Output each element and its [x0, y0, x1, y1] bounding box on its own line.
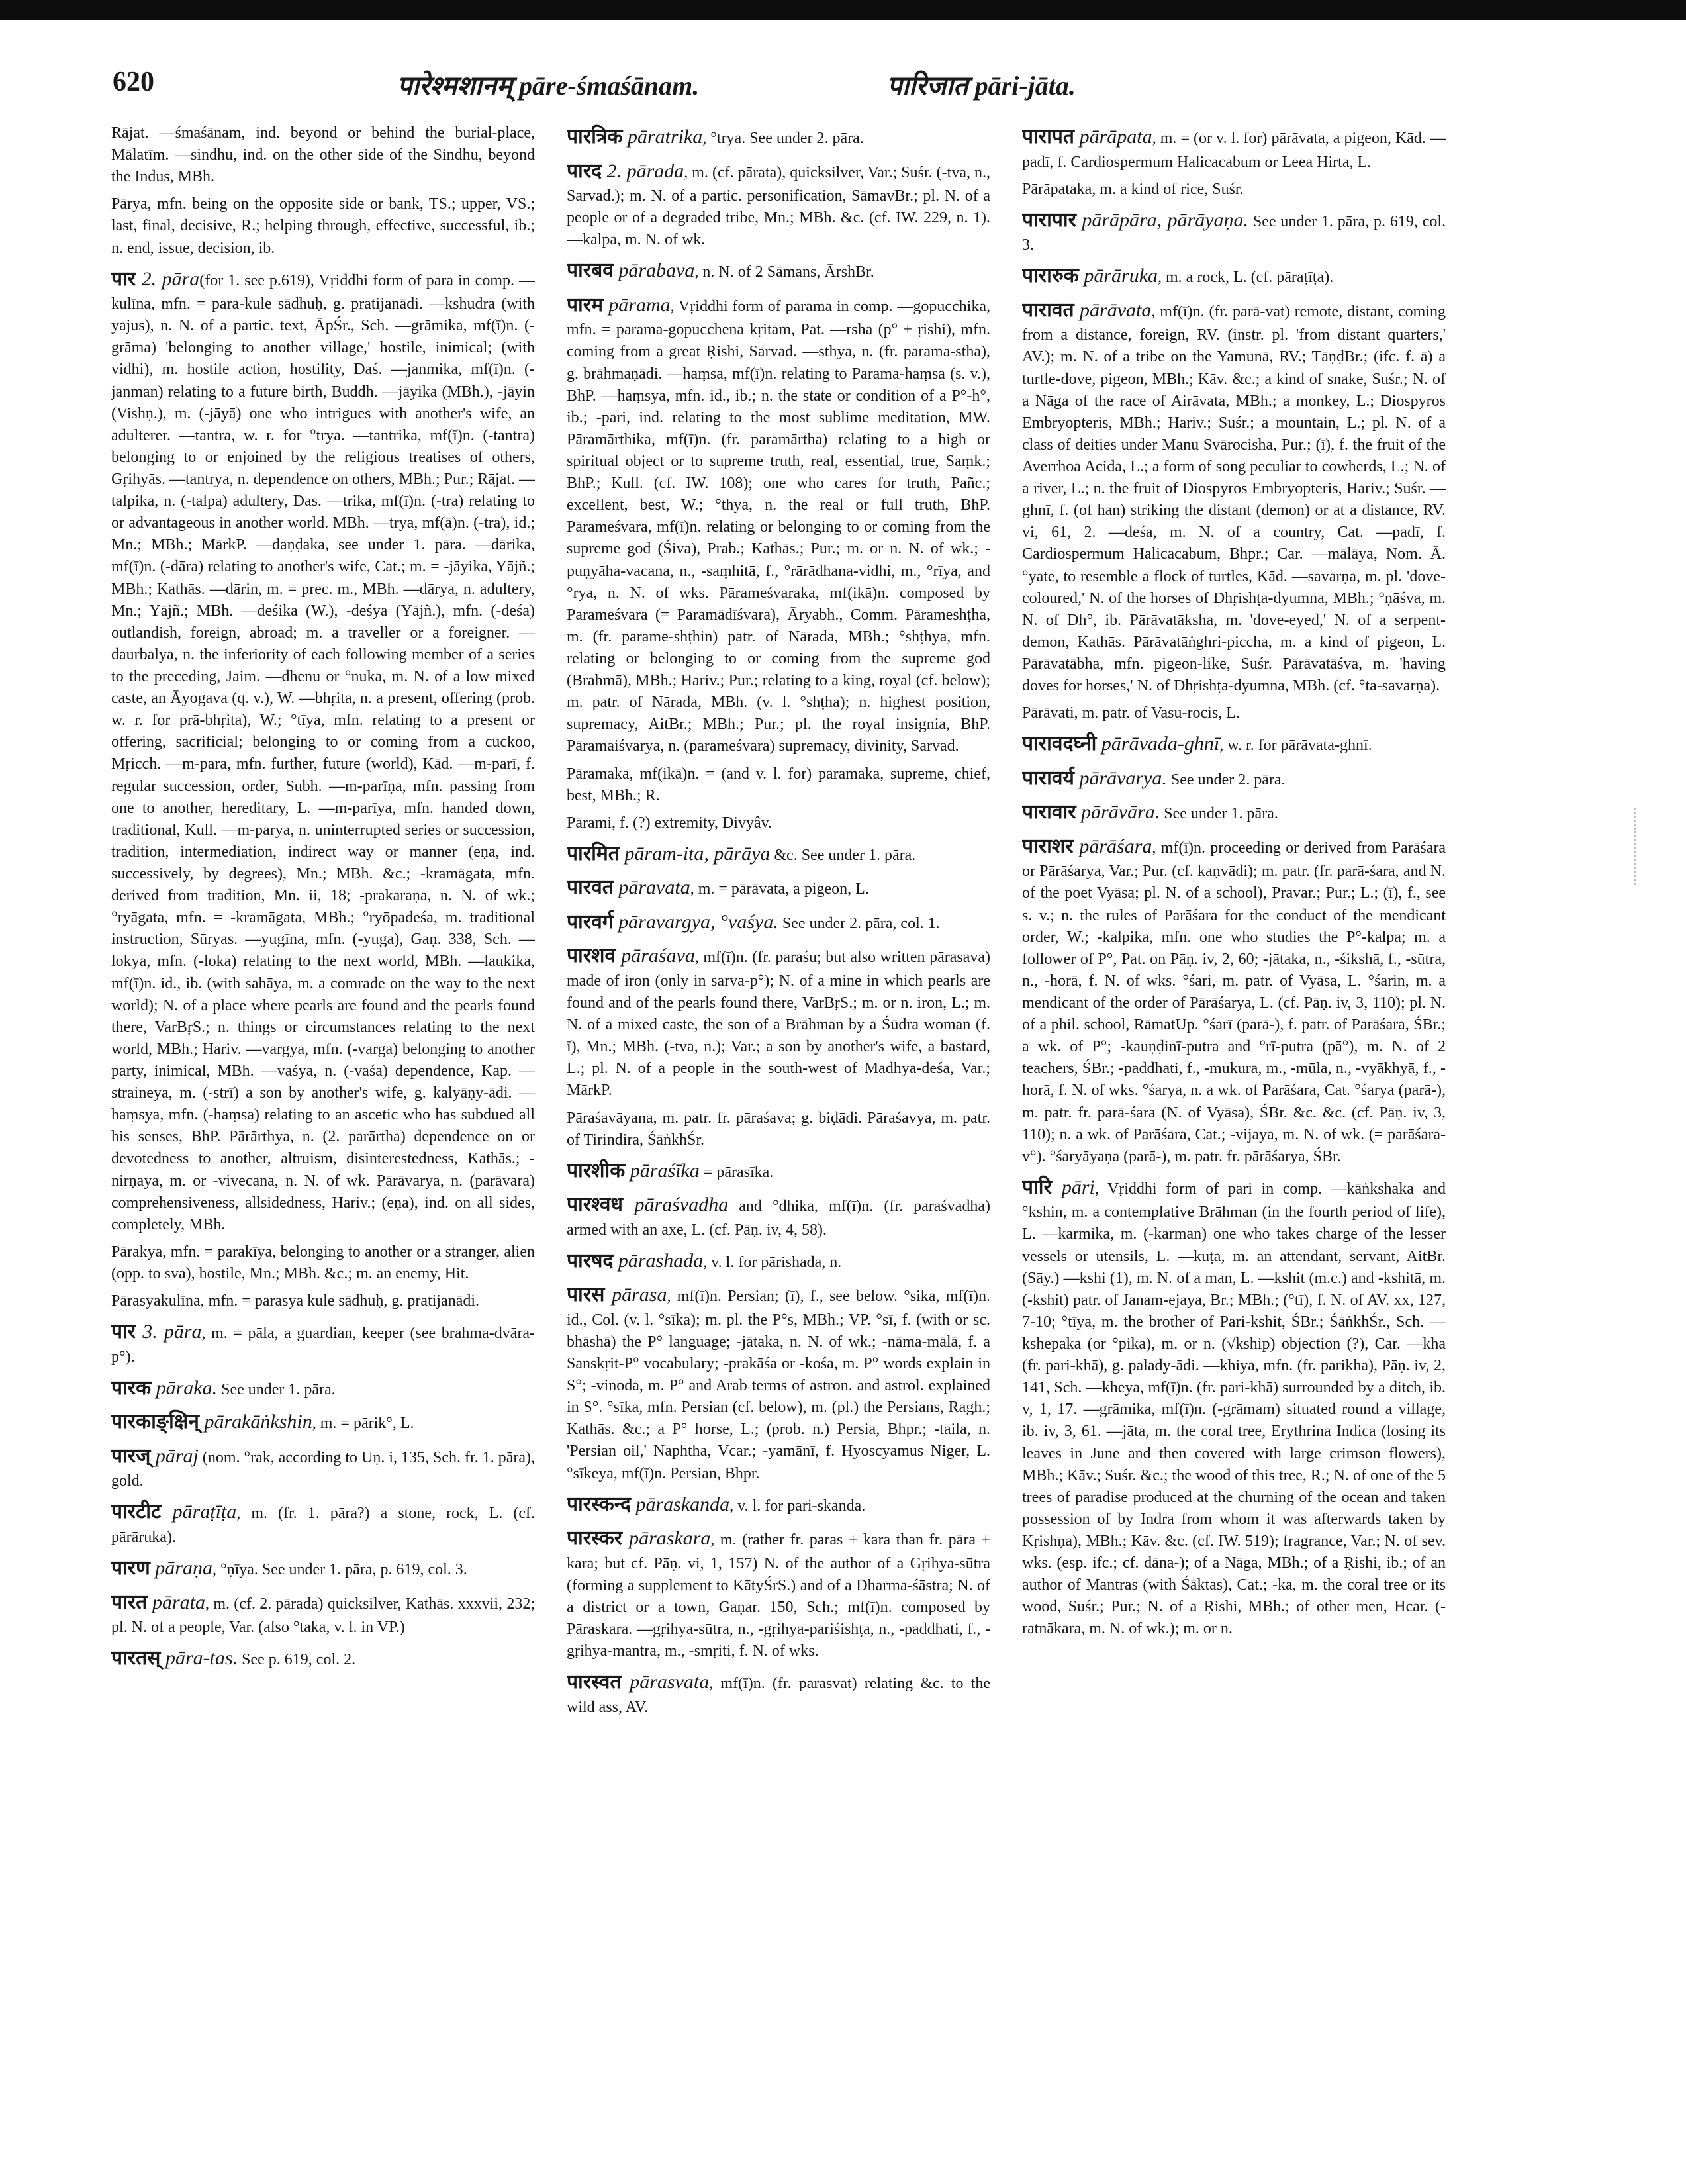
entry-text: Pārāpataka, m. a kind of rice, Suśr. [1022, 180, 1244, 198]
headword [567, 1494, 729, 1515]
dictionary-entry [111, 1644, 535, 1673]
headword [111, 1647, 238, 1669]
dictionary-entry [111, 1407, 535, 1437]
column-3 [1022, 122, 1446, 2161]
dictionary-entry [1022, 764, 1446, 793]
headword [111, 1377, 217, 1399]
headword [567, 1250, 703, 1272]
dictionary-entry [1022, 798, 1446, 827]
headword-transliteration: pāravargya, °vaśya. [618, 910, 778, 933]
entry-definition: , m. = (or v. l. for) pārāvata, a pigeon, Kād. —padī, f. Cardiospermum Halicacabum or Leea Hirta, L. [1022, 130, 1446, 171]
headword [567, 843, 770, 865]
headword [567, 1284, 667, 1306]
headword-devanagari: पाराशर [1022, 834, 1074, 858]
headword [111, 1501, 236, 1523]
entry-text: Pāraśavāyana, m. patr. fr. pāraśava; g. biḍādi. Pāraśavya, m. patr. of Tirindira, ŚāṅkhŚr. [567, 1109, 990, 1149]
entry-definition: , mf(ī)n. Persian; (ī), f., see below. °sika, mf(ī)n. id., Col. (v. l. °sīka); m. pl. the P°s, MBh.; VP. °sī, f. (with or sc. bhāshā) the P° language; -jātaka, n. N. of wk.; -nāma-mālā, f. a Sanskṛit-P° vocabulary; -prakāśa or -kośa, m. P° words explain in S°; -vinoda, m. P° and Arab terms of astron. and astrol. explained in S°. °sīka, mfn. Persian (cf. below), m. (pl.) the Persians, Ragh.; Kathās. &c.; a P° horse, L.; (prob. n.) Persia, Bhpr.; -taila, n. 'Persian oil,' Naphtha, Vcar.; -yamānī, f. Hyoscyamus Niger, L. °sīkeya, mf(ī)n. Persian, Bhpr. [567, 1288, 990, 1482]
entry-text: Pārakya, mfn. = parakīya, belonging to another or a stranger, alien (opp. to sva), hostile, Mn.; MBh. &c.; m. an enemy, Hit. [111, 1243, 535, 1282]
headword [1022, 126, 1152, 148]
left-running-head [397, 66, 699, 103]
dictionary-entry [567, 122, 990, 152]
dictionary-entry [567, 1280, 990, 1484]
headword [111, 1591, 205, 1613]
entry-definition: = pārasīka. [699, 1163, 774, 1181]
headword [567, 260, 694, 281]
headword-devanagari: पारावत [1022, 298, 1074, 322]
entry-definition: , mf(ī)n. (fr. paraśu; but also written pārasava) made of iron (only in sarva-p°); N. of a mine in which pearls are found and of the pearls found there, VarBṛS.; m. or n. iron, L.; m. N. of a mixed caste, the son of a Brāhman by a Śūdra woman (f. ī), Mn.; MBh. (-tva, n.); Var.; a son by another's wife, a bastard, L.; pl. N. of a people in the south-west of Madhya-deśa, Var.; MārkP. [567, 949, 990, 1100]
headword-devanagari: पारम [567, 293, 604, 316]
headword [1022, 1176, 1095, 1198]
left-head-devanagari: पारेश्मशानम् [397, 71, 513, 101]
headword-devanagari: पारशीक [567, 1159, 626, 1182]
headword-devanagari: पारषद [567, 1249, 614, 1272]
headword-transliteration: pārashada [618, 1249, 704, 1272]
entry-definition: , m. (cf. 2. pārada) quicksilver, Kathās. xxxvii, 232; pl. N. of a people, Var. (also °taka, v. l. in VP.) [111, 1595, 535, 1637]
page-header [113, 66, 1635, 119]
entry-definition: and °dhika, mf(ī)n. (fr. paraśvadha) armed with an axe, L. (cf. Pāṇ. iv, 4, 58). [567, 1198, 990, 1239]
headword-devanagari: पारत [111, 1590, 148, 1614]
headword-transliteration: pārakāṅkshin [204, 1411, 312, 1433]
right-head-devanagari: पारिजात [887, 71, 968, 101]
dictionary-entry [111, 265, 535, 1236]
dictionary-entry [1022, 122, 1446, 173]
entry-text: Pārasyakulīna, mfn. = parasya kule sādhuḥ, g. pratijanādi. [111, 1292, 480, 1310]
headword-transliteration: pārasvata [630, 1671, 710, 1693]
headword-transliteration: pāri [1061, 1176, 1095, 1198]
headword-transliteration: pārāruka [1084, 265, 1158, 287]
headword-devanagari: पारश्वध [567, 1193, 623, 1217]
headword [1022, 299, 1151, 321]
headword [111, 1557, 212, 1579]
entry-definition: See under 2. pāra, col. 1. [778, 914, 940, 932]
dictionary-entry [567, 1490, 990, 1519]
headword [1022, 835, 1152, 857]
headword [1022, 209, 1248, 231]
entry-definition: , mf(ī)n. proceeding or derived from Parāśara or Pārāśarya, Var.; Pur. (cf. kaṇvādi); m. patr. (fr. parā-śara, and N. of the poet Vyāsa; pl. N. of a school), Pravar.; Pur.; L.; (ī), f., see s. v.; n. the rules of Parāśara for the conduct of the mendicant order, W.; -kalpika, mfn. one who studies the P°-kalpa; m. a follower of P°, Pat. on Pāṇ. iv, 2, 60; -jātaka, n., -śikshā, f., -sūtra, n., -horā, f. N. of wks. °śari, m. patr. of Vyāsa, L. °śarin, m. a mendicant of the order of Pārāśarya, L. (cf. Pāṇ. iv, 3, 110); pl. N. of a phil. school, RāmatUp. °śarī (parā-), f. patr. of Parāśara, ŚBr.; a wk. of P°; -kauṇḍinī-putra and °rī-putra (pā°), m. N. of 2 teachers, ŚBr.; -paddhati, f., -mukura, m., -mūla, n., -vyākhyā, f., -horā, f. N. of wks. °śarya, n. a wk. of Parāśara, Cat. °śarya (parā-), m. patr. fr. parā-śara (N. of Vyāsa), ŚBr. &c. &c. (cf. Pāṇ. iv, 3, 110); n. a wk. of Parāśara, Cat.; -vijaya, m. N. of wk. (= parāśara-v°). °śaryāyaṇa (parā-), m. patr. fr. pārāśarya, ŚBr. [1022, 839, 1446, 1165]
entry-definition: &c. See under 1. pāra. [770, 846, 916, 864]
headword-devanagari: पारक [111, 1376, 152, 1400]
entry-definition: , w. r. for pārāvata-ghnī. [1219, 737, 1372, 755]
dictionary-entry [111, 1588, 535, 1639]
headword [1022, 733, 1219, 755]
entry-definition: See under 2. pāra. [1166, 771, 1286, 788]
entry-definition: , v. l. for pari-skanda. [729, 1497, 866, 1515]
headword-devanagari: पारापार [1022, 208, 1076, 232]
entry-definition: See under 1. pāra, p. 619, col. 3. [1022, 213, 1446, 254]
headword-transliteration: pārabava [618, 260, 695, 282]
headword-transliteration: pārāpāra, pārāyaṇa. [1082, 209, 1249, 231]
entry-definition: See under 1. pāra. [217, 1380, 336, 1398]
entry-text: Pārya, mfn. being on the opposite side or bank, TS.; upper, VS.; last, final, decisive, R.; helping through, effective, successful, ib.; n. end, issue, decision, ib. [111, 195, 535, 257]
headword [567, 1527, 710, 1549]
dictionary-entry [1022, 206, 1446, 257]
page-number: 620 [113, 67, 154, 97]
entry-definition: (nom. °rak, according to Uṇ. i, 135, Sch. fr. 1. pāra), gold. [111, 1448, 535, 1490]
headword-transliteration: pārasa [612, 1284, 667, 1306]
entry-definition: , m. = pārik°, L. [312, 1415, 414, 1433]
headword [567, 160, 684, 182]
headword-devanagari: पारारुक [1022, 264, 1079, 288]
entry-text: Rājat. —śmaśānam, ind. beyond or behind the burial-place, Mālatīm. —sindhu, ind. on the other side of the Sindhu, beyond the Indus, MBh. [111, 124, 535, 186]
dictionary-entry [567, 1524, 990, 1662]
headword-transliteration: pārāśara [1079, 835, 1152, 857]
dictionary-entry [567, 1247, 990, 1276]
headword-devanagari: पार [111, 267, 136, 291]
entry-definition: , m. a rock, L. (cf. pāraṭīṭa). [1158, 269, 1334, 287]
headword-devanagari: पारस [567, 1283, 605, 1307]
dictionary-entry [567, 839, 990, 869]
headword [567, 1194, 728, 1215]
entry-definition: , m. (rather fr. paras + kara than fr. pāra + kara; but cf. Pāṇ. vi, 1, 157) N. of the author of a Gṛihya-sūtra (forming a supplement to KātyŚrS.) and of a Dharma-śāstra; N. of a district or a town, Gaṇar. 150, Sch.; mf(ī)n. composed by Pāraskara. —gṛihya-sūtra, n., -gṛihya-pariśishṭa, n., -paddhati, f., -gṛihya-mantra, m., -smṛiti, f. N. of wks. [567, 1531, 990, 1660]
headword-devanagari: पारकाङ्क्षिन् [111, 1410, 199, 1434]
headword [567, 1671, 709, 1693]
headword-transliteration: pāram-ita, pārāya [624, 842, 771, 865]
headword-devanagari: पारस्वत [567, 1670, 622, 1694]
dictionary-entry [567, 157, 990, 252]
headword-devanagari: पारि [1022, 1175, 1052, 1199]
entry-definition: , mf(ī)n. (fr. parā-vat) remote, distant, coming from a distance, foreign, RV. (instr. pl. 'from distant quarters,' AV.); m. N. of a tribe on the Yamunā, RV.; TāṇḍBr.; (ifc. f. ā) a turtle-dove, pigeon, MBh.; Kāv. &c.; a kind of snake, Suśr.; N. of a Nāga of the race of Airāvata, MBh.; a monkey, L.; Diospyros Embryopteris, MBh.; Hariv.; Suśr.; a mountain, L.; pl. N. of a class of deities under Manu Svārocisha, Pur.; (ī), f. the fruit of the Averrhoa Acida, L.; a form of song peculiar to cowherds, L.; N. of a river, L.; n. the fruit of Diospyros Embryopteris, Hariv.; Suśr. —ghnī, f. (of han) striking the distant (demon) or at a distance, RV. vi, 61, 2. —deśa, m. N. of a country, Cat. —padī, f. Cardiospermum Halicacabum, Bhpr.; Car. —mālāya, Nom. Ā. °yate, to resemble a flock of turtles, Kād. —savarṇa, m. pl. 'dove-coloured,' N. of the horses of Dhṛishṭa-dyumna, MBh.; °ṇāśva, m. N. of Dh°, ib. Pārāvatāksha, m. 'dove-eyed,' N. of a serpent-demon, Kathās. Pārāvatāṅghri-piccha, m. a kind of pigeon, L. Pārāvatābha, mfn. pigeon-like, Suśr. Pārāvatāśva, m. 'having doves for horses,' N. of Dhṛishṭa-dyumna, MBh. (cf. °ta-savarṇa). [1022, 303, 1446, 695]
headword-transliteration: pāraśvadha [634, 1194, 729, 1216]
headword-devanagari: पारस्कर [567, 1527, 623, 1550]
dictionary-entry [1022, 832, 1446, 1168]
headword-devanagari: पारशव [567, 944, 616, 968]
entry-definition: , °ṇīya. See under 1. pāra, p. 619, col. 3. [212, 1561, 467, 1579]
headword-devanagari: पारज् [111, 1444, 151, 1468]
headword-transliteration: pāraṭīṭa [172, 1501, 237, 1523]
headword-transliteration: pāraj [155, 1445, 199, 1467]
headword-devanagari: पार [111, 1320, 136, 1344]
headword-transliteration: pāraskara [629, 1527, 711, 1550]
column-1 [111, 122, 535, 2161]
entry-definition: , °trya. See under 2. pāra. [702, 130, 864, 147]
entry-definition: , m. = pāla, a guardian, keeper (see brahma-dvāra-p°). [111, 1325, 535, 1366]
left-head-transliteration: pāre-śmaśānam. [519, 71, 700, 101]
scan-margin-mark [1634, 808, 1636, 887]
headword-transliteration: pāraṇa [155, 1557, 212, 1580]
dictionary-entry [111, 1554, 535, 1583]
right-head-transliteration: pāri-jāta. [974, 71, 1076, 101]
headword-transliteration: pārāvarya. [1079, 767, 1167, 789]
headword-devanagari: पारटीट [111, 1500, 162, 1524]
headword-devanagari: पारतस् [111, 1646, 161, 1670]
entry-definition: , n. N. of 2 Sāmans, ĀrshBr. [694, 263, 874, 281]
headword [111, 1445, 199, 1467]
top-black-border [0, 0, 1686, 20]
headword [567, 911, 778, 933]
dictionary-entry [1022, 730, 1446, 759]
headword-transliteration: pāraskanda [635, 1493, 730, 1515]
headword [567, 877, 690, 898]
entry-text: Pārami, f. (?) extremity, Divyâv. [567, 814, 773, 831]
entry-definition: , m. = pārāvata, a pigeon, L. [690, 880, 869, 898]
headword-transliteration: pāratrika [627, 126, 703, 148]
headword-transliteration: pārama [608, 293, 671, 316]
entry-text: Pāramaka, mf(ikā)n. = (and v. l. for) paramaka, supreme, chief, best, MBh.; R. [567, 765, 990, 804]
dictionary-entry [111, 1374, 535, 1403]
dictionary-entry [567, 291, 990, 758]
right-running-head [887, 66, 1076, 103]
headword [567, 126, 702, 148]
headword-devanagari: पारापत [1022, 125, 1074, 148]
headword [111, 1411, 312, 1433]
headword-devanagari: पारवत [567, 876, 614, 900]
headword [1022, 767, 1167, 789]
headword-devanagari: पारद [567, 159, 602, 183]
dictionary-entry [567, 908, 990, 937]
dictionary-entry [1022, 261, 1446, 291]
headword-transliteration: pāraśīka [630, 1159, 700, 1182]
entry-definition: , m. (cf. pārata), quicksilver, Var.; Suśr. (-tva, n., Sarvad.); m. N. of a partic. personification, SāmavBr.; pl. N. of a people or of a degraded tribe, Mn.; MBh. &c. (cf. IW. 229, n. 1). —kalpa, m. N. of wk. [567, 164, 990, 249]
entry-definition: , m. (fr. 1. pāra?) a stone, rock, L. (cf. pārāruka). [111, 1505, 535, 1546]
dictionary-entry [111, 1497, 535, 1548]
headword-devanagari: पारावदघ्नी [1022, 732, 1097, 756]
dictionary-entry [111, 1442, 535, 1493]
headword-transliteration: pāra-tas. [165, 1647, 238, 1670]
dictionary-entry [567, 256, 990, 285]
entry-definition: See under 1. pāra. [1160, 805, 1278, 823]
headword-transliteration: pārāvada-ghnī [1101, 733, 1220, 755]
headword-transliteration: pārāvāra. [1081, 801, 1160, 824]
headword-devanagari: पारस्कन्द [567, 1492, 631, 1516]
dictionary-entry [567, 1190, 990, 1241]
dictionary-entry [567, 941, 990, 1102]
dictionary-entry [567, 1157, 990, 1186]
headword [567, 1160, 700, 1182]
headword-transliteration: pārāpata [1079, 126, 1152, 148]
entry-definition: See p. 619, col. 2. [238, 1651, 356, 1669]
headword-transliteration: 3. pāra [142, 1321, 202, 1343]
headword-transliteration: pāraśava [621, 945, 695, 967]
dictionary-entry [567, 1668, 990, 1719]
headword [1022, 801, 1160, 823]
headword-devanagari: पारण [111, 1556, 150, 1580]
dictionary-entry [1022, 296, 1446, 697]
entry-definition: , v. l. for pārishada, n. [703, 1253, 842, 1271]
column-2 [567, 122, 990, 2161]
headword-transliteration: pārāvata [1080, 299, 1152, 321]
dictionary-entry [1022, 1173, 1446, 1640]
headword [111, 268, 199, 290]
headword [567, 294, 671, 316]
entry-definition: (for 1. see p.619), Vṛiddhi form of para in comp. —kulīna, mfn. = para-kule sādhuḥ, g. pratijanādi. —kshudra (with yajus), n. N. of a partic. text, ĀpŚr., Sch. —grāmika, mf(ī)n. (-grāma) 'belonging to another village,' hostile, inimical; (with vidhi), m. hostile action, hostility, Daś. —janmika, mf(ī)n. (-janman) relating to a future birth, Buddh. —jāyika (MBh.), -jāyin (Vishṇ.), m. (-jāyā) one who intrigues with another's wife, an adulterer. —tantra, w. r. for °trya. —tantrika, mf(ī)n. (-tantra) belonging to or enjoined by the religious treatises of others, Gṛihyās. —tantrya, n. dependence on others, MBh.; Pur.; Rājat. —talpika, n. (-talpa) adultery, Das. —trika, mf(ī)n. (-tra) relating to or advantageous in another world. MBh. —trya, mf(ā)n. (-tra), id.; Mn.; MBh.; MārkP. —daṇḍaka, see under 1. pāra. —dārika, mf(ī)n. (-dāra) relating to another's wife, Cat.; m. = -jāyika, Yājñ.; MBh.; Kathās. —dārin, m. = prec. m., MBh. —dārya, n. adultery, Mn.; Yājñ.; MBh. —deśika (W.), -deśya (Yājñ.), mfn. (-deśa) outlandish, foreign, abroad; m. a traveller or a foreigner. —daurbalya, n. the inferiority of each following member of a series to the preceding, Jaim. —dhenu or °nuka, m. N. of a low mixed caste, an Āyogava (q. v.), W. —bhṛita, n. a present, offering (prob. w. r. for prā-bhṛita), W.; °tīya, mfn. relating to a present or offering, sacrificial; belonging to or coming from a cuckoo, Mṛicch. —m-para, mfn. further, future (world), Kād. —m-parī, f. regular succession, order, Subh. —m-parīṇa, mfn. passing from one to another, hereditary, L. —m-parīya, mfn. handed down, traditional, Kull. —m-parya, n. uninterrupted series or succession, tradition, intermediation, indirect way or manner (eṇa, ind. successively, by degrees), Mn.; MBh. &c.; -kramāgata, mfn. derived from tradition, Mn. ii, 18; -prakaraṇa, n. N. of wk.; °ryāgata, mfn. = -kramāgata, MBh.; °ryōpadeśa, m. traditional instruction, Sūryas. —yugīna, mfn. (-yuga), Gaṇ. 338, Sch. —lokya, mfn. (-loka) relating to the next world, MBh. —laukika, mf(ī)n. id., ib. (with sahāya, m. a comrade on the way to the next world); N. of a place where pearls are found and the pearls found there, VarBṛS.; n. things or circumstances relating to the next world, MBh.; Hariv. —vargya, mfn. (-varga) belonging to another party, inimical, MBh. —vaśya, n. (-vaśa) dependence, Kap. —straineya, m. (-strī) a son by another's wife, g. kalyāṇy-ādi. —haṃsya, mfn. (-haṃsa) relating to an ascetic who has subdued all his senses, BhP. Pārārthya, n. (2. parārtha) dependence on or devotedness to another, altruism, disinterestedness, Kathās.; -nirṇaya, m. or -vivecana, n. N. of wk. Pārāvarya, n. (parāvara) comprehensiveness, allsidedness, Hariv.; (eṇa), ind. on all sides, completely, MBh. [111, 271, 535, 1233]
entry-definition: , Vṛiddhi form of pari in comp. —kāṅkshaka and °kshin, m. a contemplative Brāhman (in the fourth period of life), L. —karmika, m. (-karman) one who takes charge of the lesser vessels or utensils, L. —kuṭa, m. an attendant, servant, AitBr. (Sāy.) —kshi (1), m. N. of a man, L. —kshit (m.c.) and -kshitā, m. (-kshit) patr. of Janam-ejaya, Br.; MBh.; (°tī), f. N. of AV. xx, 127, 7-10; °tīya, m. the brother of Pari-kshit, ŚBr.; ŚāṅkhŚr., Sch. —kshepaka (or °pika), m. or n. (√kship) objection (?), Car. —kha (fr. pari-khā), g. palady-ādi. —khiya, mfn. (fr. parikha), Pāṇ. iv, 2, 141, Sch. —kheya, mf(ī)n. (fr. pari-khā) surrounded by a ditch, ib. v, 1, 17. —grāmika, mf(ī)n. (-grāmam) situated round a village, ib. iv, 3, 61. —jāta, m. the coral tree, Erythrina Indica (losing its leaves in June and then covered with large crimson flowers), MBh.; Kāv.; Suśr. &c.; the wood of this tree, R.; N. of one of the 5 trees of paradise produced at the churning of the ocean and taken possession of by Indra from whom it was afterwards taken by Kṛishṇa), MBh.; Kāv. &c. (cf. IW. 519); fragrance, Var.; N. of sev. wks. (esp. ifc.; cf. dāna-); of a Nāga, MBh.; of a Ṛishi, ib.; of an author of Mantras (with Śāktas), Cat.; -ka, m. the coral tree or its wood, Suśr.; Pur.; N. of a Ṛishi, MBh.; of other men, Hcar. (-ratnākara, m. N. of wk.); m. or n. [1022, 1180, 1446, 1638]
entry-definition: , Vṛiddhi form of parama in comp. —gopucchika, mfn. = parama-gopucchena kṛitam, Pat. —rsha (p° + ṛishi), mfn. coming from a great Ṛishi, Sarvad. —sthya, n. (fr. parama-stha), g. brāhmaṇādi. —haṃsa, mf(ī)n. relating to Parama-haṃsa (s. v.), BhP. —haṃsya, mfn. id., ib.; n. the state or condition of a P°-h°, ib.; -pari, ind. relating to the most sublime meditation, MW. Pāramārthika, mf(ī)n. (fr. paramārtha) relating to a high or spiritual object or to supreme truth, real, essential, true, Saṃk.; BhP.; Kull. (cf. IW. 108); one who cares for truth, Pañc.; excellent, best, W.; °thya, n. the real or full truth, BhP. Pārameśvara, mf(ī)n. relating or belonging to or coming from the supreme god (Śiva), Prab.; Kathās.; Pur.; m. or n. N. of wk.; -puṇyāha-vacana, n., -saṃhitā, f., °rārādhana-vidhi, m., °rīya, and °rya, n. N. of wks. Pārameśvaraka, mf(ikā)n. composed by Parameśvara (= Paramādīśvara), Āryabh., Comm. Pārameshṭha, m. (fr. parame-shṭhin) patr. of Nārada, MBh.; °shṭhya, mfn. relating or belonging to or coming from the supreme god (Brahmā), MBh.; Hariv.; Pur.; relating to a king, royal (cf. below); m. patr. of Nārada, MBh. (v. l. °shṭha); n. highest position, supremacy, AitBr.; MBh.; Pur.; pl. the royal insignia, BhP. Pāramaiśvarya, n. (parameśvara) supremacy, divinity, Sarvad. [567, 297, 990, 755]
headword [567, 945, 695, 967]
headword-transliteration: pāravata [618, 877, 690, 899]
headword-transliteration: 2. pāra [141, 267, 200, 290]
dictionary-entry [567, 873, 990, 902]
headword-devanagari: पारबव [567, 259, 614, 283]
headword-devanagari: पारत्रिक [567, 125, 623, 148]
headword-devanagari: पारावार [1022, 800, 1076, 824]
headword-transliteration: pāraka. [156, 1376, 218, 1399]
headword-devanagari: पारमित [567, 841, 620, 865]
entry-text: Pārāvati, m. patr. of Vasu-rocis, L. [1022, 704, 1240, 722]
headword [1022, 265, 1158, 287]
headword-devanagari: पारवर्ग [567, 910, 614, 933]
headword [111, 1321, 202, 1343]
entry-definition: , mf(ī)n. (fr. parasvat) relating &c. to the wild ass, AV. [567, 1675, 990, 1716]
headword-devanagari: पारावर्य [1022, 766, 1074, 790]
dictionary-entry [111, 1317, 535, 1368]
headword-transliteration: 2. pārada [606, 160, 684, 182]
headword-transliteration: pārata [152, 1591, 206, 1613]
